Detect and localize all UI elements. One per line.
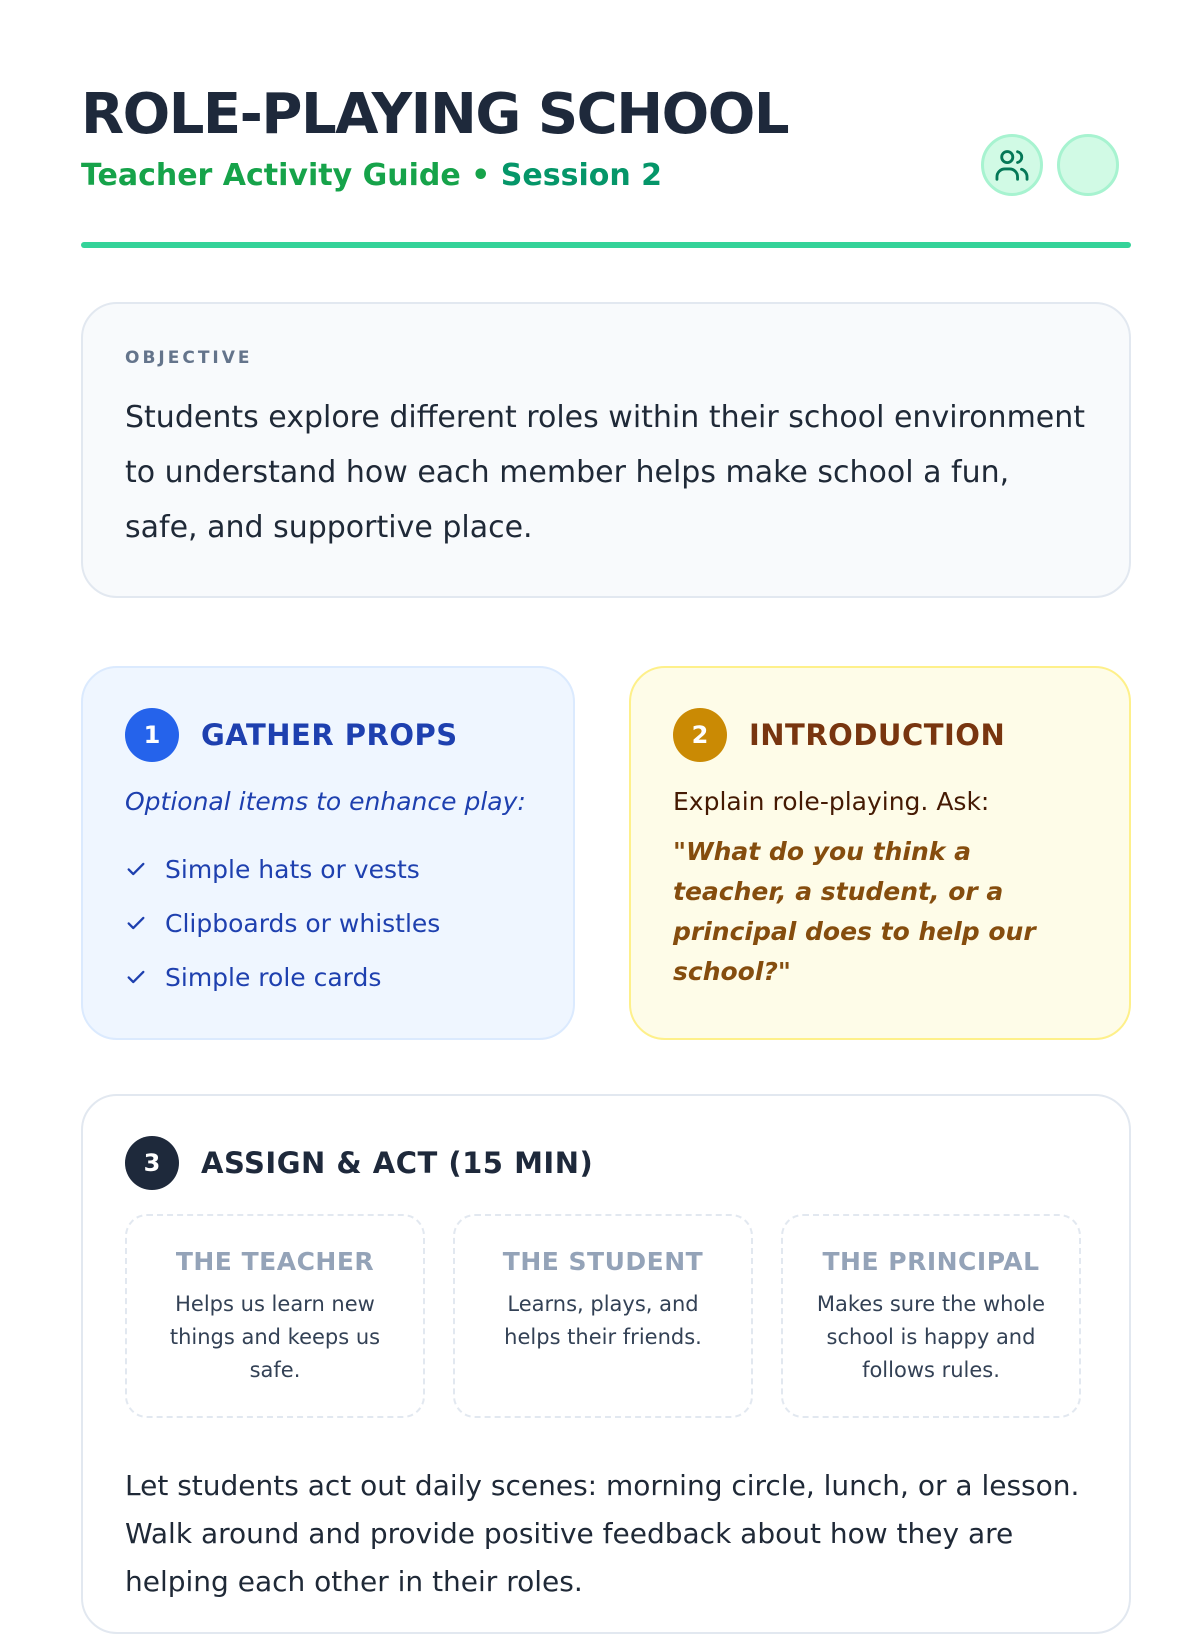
header-divider xyxy=(81,242,1131,248)
introduction-header xyxy=(673,708,1087,762)
role-title: THE STUDENT xyxy=(502,1247,704,1276)
introduction-quote: "What do you think a teacher, a student, or a principal does to help our school?" xyxy=(673,837,1036,986)
list-item xyxy=(125,842,531,896)
list-item xyxy=(125,896,531,950)
gather-props-intro: Optional items to enhance play: xyxy=(125,787,526,816)
assign-act-card xyxy=(81,1094,1131,1634)
objective-text: Students explore different roles within their school environment to understand how each member helps make school a fun, safe, and supportive place. xyxy=(125,400,1086,545)
subtitle-separator: • xyxy=(471,158,491,193)
props-list xyxy=(125,842,531,1004)
blank-avatar[interactable] xyxy=(1057,134,1119,196)
session-label: Session 2 xyxy=(500,158,663,193)
check-icon xyxy=(125,912,149,934)
check-icon xyxy=(125,858,149,880)
check-icon xyxy=(125,966,149,988)
introduction-card xyxy=(629,666,1131,1040)
assign-act-title: ASSIGN & ACT (15 MIN) xyxy=(201,1146,594,1180)
gather-props-header xyxy=(125,708,531,762)
page-subtitle xyxy=(81,158,1131,194)
step-number-1: 1 xyxy=(125,708,179,762)
introduction-title: INTRODUCTION xyxy=(749,718,1006,752)
step-number-2: 2 xyxy=(673,708,727,762)
role-card-student xyxy=(453,1214,753,1418)
subtitle-text: Teacher Activity Guide xyxy=(81,158,461,193)
page-header xyxy=(81,80,1131,194)
role-title: THE PRINCIPAL xyxy=(822,1247,1040,1276)
list-item-label: Clipboards or whistles xyxy=(165,908,441,938)
avatar-group xyxy=(981,134,1119,196)
gather-props-card xyxy=(81,666,575,1040)
assign-act-text: Let students act out daily scenes: morning circle, lunch, or a lesson. Walk around and provide positive feedback about how they are helping each other in their roles. xyxy=(125,1469,1080,1598)
page-title: ROLE-PLAYING SCHOOL xyxy=(81,82,789,147)
role-card-principal xyxy=(781,1214,1081,1418)
users-icon[interactable] xyxy=(981,134,1043,196)
role-description: Helps us learn new things and keeps us safe. xyxy=(169,1292,381,1382)
role-cards xyxy=(125,1214,1087,1418)
list-item-label: Simple role cards xyxy=(165,962,382,992)
gather-props-title: GATHER PROPS xyxy=(201,718,458,752)
list-item-label: Simple hats or vests xyxy=(165,854,420,884)
role-title: THE TEACHER xyxy=(175,1247,375,1276)
list-item xyxy=(125,950,531,1004)
role-description: Makes sure the whole school is happy and follows rules. xyxy=(816,1292,1046,1382)
role-card-teacher xyxy=(125,1214,425,1418)
objective-card xyxy=(81,302,1131,598)
role-description: Learns, plays, and helps their friends. xyxy=(504,1292,702,1349)
step-number-3: 3 xyxy=(125,1136,179,1190)
introduction-text: Explain role-playing. Ask: xyxy=(673,787,990,816)
assign-act-header xyxy=(125,1136,1087,1190)
objective-label: OBJECTIVE xyxy=(125,348,253,368)
